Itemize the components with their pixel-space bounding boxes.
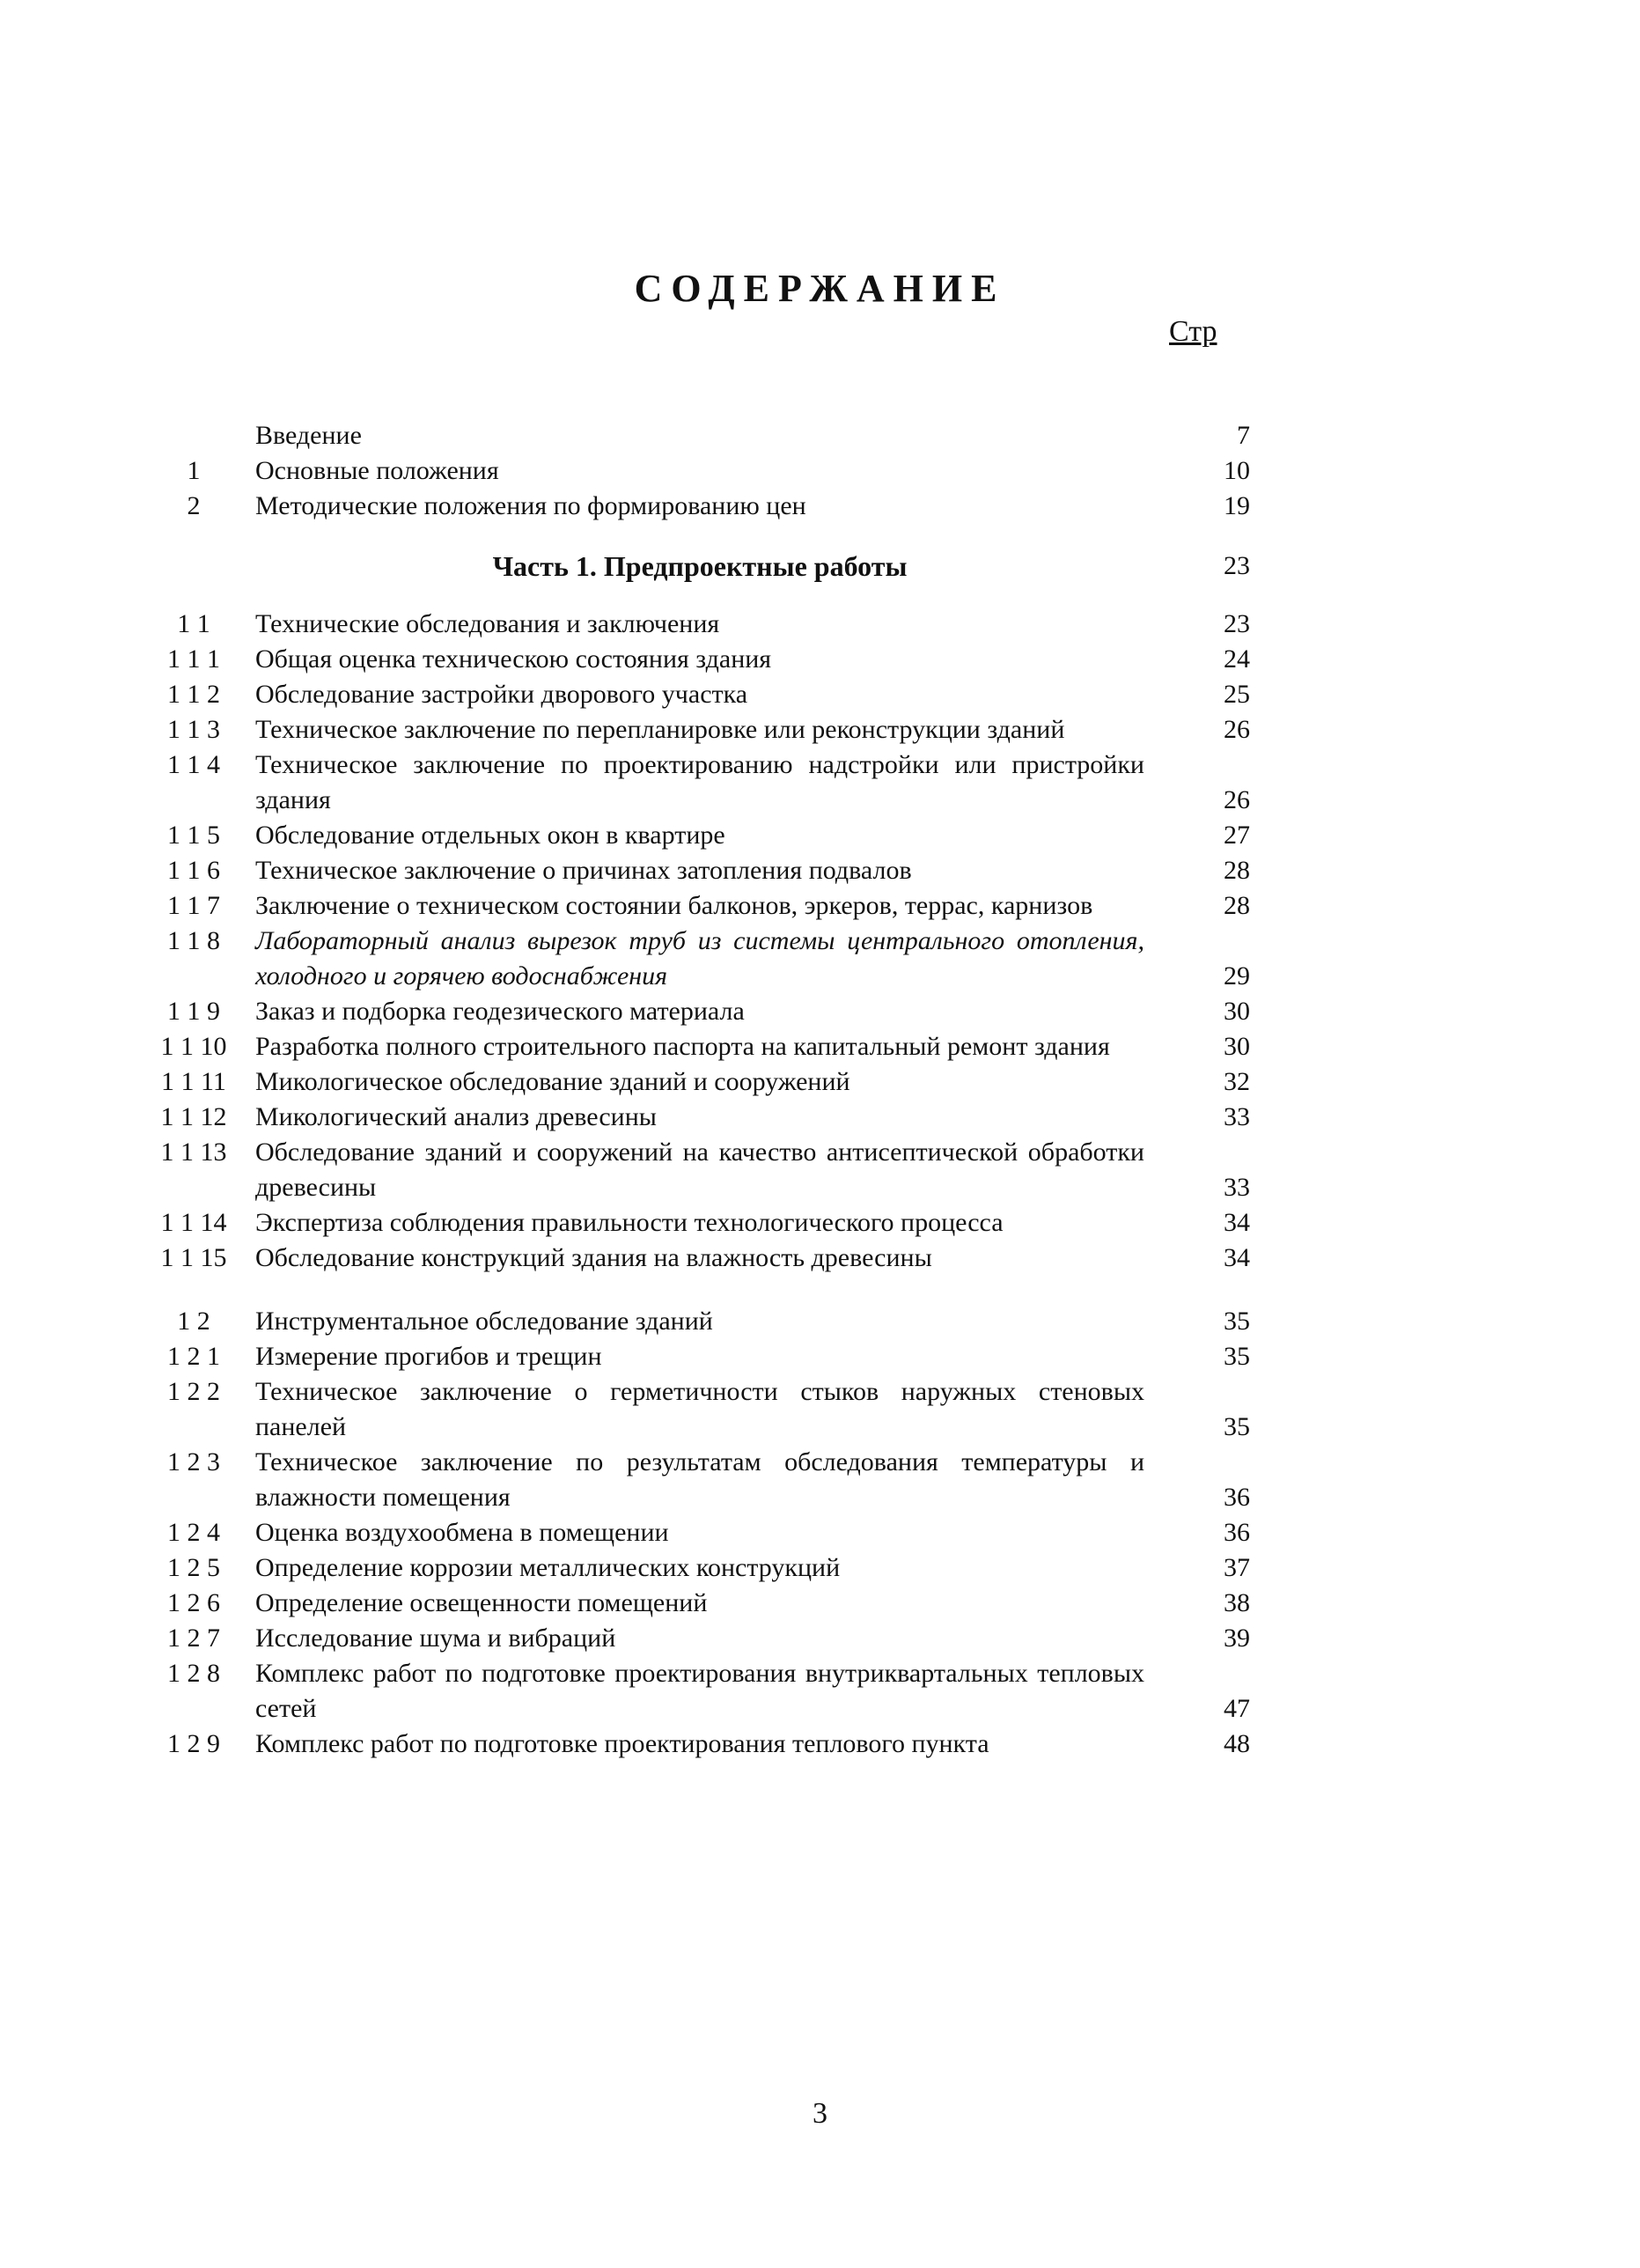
toc-entry-page: 26 xyxy=(1224,715,1250,744)
toc-entry xyxy=(132,994,1250,1029)
toc-entry-title: Технические обследования и заключения xyxy=(255,609,720,638)
toc-entry-page: 27 xyxy=(1224,821,1250,850)
toc-entry xyxy=(132,1100,1250,1135)
toc-entry xyxy=(132,1374,1250,1445)
toc-entry xyxy=(132,924,1250,994)
toc-entry-page: 28 xyxy=(1224,856,1250,885)
toc-entry xyxy=(132,1550,1250,1586)
toc-entry-page: 28 xyxy=(1224,891,1250,920)
toc-entry-page: 33 xyxy=(1224,1102,1250,1131)
toc-entry-number: 1 2 7 xyxy=(167,1624,220,1653)
toc-entry-page: 47 xyxy=(1224,1694,1250,1723)
toc-entry-page: 48 xyxy=(1224,1729,1250,1758)
toc-entry-title: Исследование шума и вибраций xyxy=(255,1624,616,1653)
toc-entry-page: 36 xyxy=(1224,1518,1250,1547)
toc-entry-number: 1 1 3 xyxy=(167,715,220,744)
toc-entry-title: Введение xyxy=(255,421,362,450)
toc-entry xyxy=(132,489,1250,524)
toc-entry xyxy=(132,1515,1250,1550)
toc-entry xyxy=(132,418,1250,453)
toc-entry-number: 1 2 5 xyxy=(167,1553,220,1582)
toc-entry-number: 1 2 9 xyxy=(167,1729,220,1758)
toc-entry-page: 24 xyxy=(1224,644,1250,674)
toc-entry xyxy=(132,818,1250,853)
toc-entry-number: 1 xyxy=(187,456,201,485)
toc-entry-page: 39 xyxy=(1224,1624,1250,1653)
toc-entry xyxy=(132,1304,1250,1339)
toc-entry-page: 35 xyxy=(1224,1412,1250,1441)
toc-entry-page: 33 xyxy=(1224,1173,1250,1202)
toc-entry-number: 2 xyxy=(187,491,201,520)
toc-entry-title: Заключение о техническом состоянии балконов, эркеров, террас, карнизов xyxy=(255,891,1093,920)
toc-entry-page: 35 xyxy=(1224,1307,1250,1336)
table-of-contents xyxy=(132,418,1250,1762)
page-column-label: Стр xyxy=(1169,315,1217,348)
toc-entry-page: 26 xyxy=(1224,785,1250,814)
toc-entry-number: 1 2 1 xyxy=(167,1342,220,1371)
toc-entry xyxy=(132,1064,1250,1100)
toc-entry xyxy=(132,712,1250,747)
toc-entry-number: 1 1 13 xyxy=(160,1138,227,1167)
toc-entry-number: 1 1 xyxy=(177,609,210,638)
toc-entry-number: 1 1 11 xyxy=(161,1067,226,1096)
toc-entry xyxy=(132,642,1250,677)
toc-entry-page: 38 xyxy=(1224,1588,1250,1617)
toc-entry-title: Определение коррозии металлических конструкций xyxy=(255,1553,841,1582)
toc-entry-number: 1 2 8 xyxy=(167,1659,220,1688)
toc-entry xyxy=(132,1621,1250,1656)
toc-entry-title: Микологическое обследование зданий и сооружений xyxy=(255,1067,850,1096)
toc-entry-number: 1 1 10 xyxy=(160,1032,227,1061)
toc-entry-number: 1 1 15 xyxy=(160,1243,227,1272)
toc-entry-title: Техническое заключение по проектированию надстройки или пристройки здания xyxy=(255,750,1144,814)
toc-entry-number: 1 2 4 xyxy=(167,1518,220,1547)
toc-entry-number: 1 1 14 xyxy=(160,1208,227,1237)
toc-entry-number: 1 2 6 xyxy=(167,1588,220,1617)
toc-entry-title: Разработка полного строительного паспорта на капитальный ремонт здания xyxy=(255,1032,1110,1061)
toc-entry xyxy=(132,1656,1250,1727)
toc-entry-page: 7 xyxy=(1237,421,1250,450)
toc-entry-number: 1 2 3 xyxy=(167,1447,220,1476)
toc-entry-number: 1 2 xyxy=(177,1307,210,1336)
toc-entry-page: 29 xyxy=(1224,961,1250,990)
toc-entry-number: 1 1 4 xyxy=(167,750,220,779)
toc-entry-page: 25 xyxy=(1224,680,1250,709)
page-title: СОДЕРЖАНИЕ xyxy=(634,267,1006,310)
toc-entry-title: Экспертиза соблюдения правильности технологического процесса xyxy=(255,1208,1004,1237)
toc-entry xyxy=(132,888,1250,924)
toc-entry-page: 30 xyxy=(1224,997,1250,1026)
toc-entry-title: Обследование отдельных окон в квартире xyxy=(255,821,725,850)
toc-entry-number: 1 1 2 xyxy=(167,680,220,709)
toc-entry-title: Техническое заключение о причинах затопления подвалов xyxy=(255,856,912,885)
toc-entry-title: Лабораторный анализ вырезок труб из системы центрального отопления, холодного и горячею водоснабжения xyxy=(255,926,1144,990)
toc-entry-page: 19 xyxy=(1224,491,1250,520)
page-number: 3 xyxy=(813,2097,827,2130)
toc-entry-number: 1 1 5 xyxy=(167,821,220,850)
toc-entry-title: Комплекс работ по подготовке проектирования теплового пункта xyxy=(255,1729,989,1758)
toc-entry xyxy=(132,1727,1250,1762)
toc-entry xyxy=(132,1586,1250,1621)
toc-entry xyxy=(132,1445,1250,1515)
toc-entry xyxy=(132,1205,1250,1241)
toc-entry-page: 10 xyxy=(1224,456,1250,485)
toc-entry-title: Техническое заключение по перепланировке или реконструкции зданий xyxy=(255,715,1065,744)
toc-entry-title: Основные положения xyxy=(255,456,499,485)
toc-entry-title: Общая оценка техническою состояния здания xyxy=(255,644,772,674)
toc-entry-title: Инструментальное обследование зданий xyxy=(255,1307,713,1336)
toc-entry xyxy=(132,677,1250,712)
toc-entry xyxy=(132,607,1250,642)
toc-entry xyxy=(132,747,1250,818)
toc-entry-title: Часть 1. Предпроектные работы xyxy=(492,550,908,582)
toc-entry xyxy=(132,1241,1250,1276)
toc-entry-title: Обследование конструкций здания на влажность древесины xyxy=(255,1243,932,1272)
toc-entry-title: Измерение прогибов и трещин xyxy=(255,1342,602,1371)
toc-entry-page: 34 xyxy=(1224,1208,1250,1237)
toc-entry-number: 1 1 1 xyxy=(167,644,220,674)
toc-entry-title: Микологический анализ древесины xyxy=(255,1102,657,1131)
toc-entry-number: 1 1 7 xyxy=(167,891,220,920)
toc-entry xyxy=(132,853,1250,888)
toc-entry xyxy=(132,1029,1250,1064)
toc-entry-title: Заказ и подборка геодезического материала xyxy=(255,997,745,1026)
toc-entry-page: 34 xyxy=(1224,1243,1250,1272)
toc-entry-page: 32 xyxy=(1224,1067,1250,1096)
toc-entry-page: 23 xyxy=(1224,609,1250,638)
toc-entry-page: 35 xyxy=(1224,1342,1250,1371)
toc-entry-title: Определение освещенности помещений xyxy=(255,1588,708,1617)
toc-entry-number: 1 1 6 xyxy=(167,856,220,885)
toc-entry-title: Оценка воздухообмена в помещении xyxy=(255,1518,669,1547)
toc-entry-number: 1 1 12 xyxy=(160,1102,227,1131)
toc-entry-title: Методические положения по формированию цен xyxy=(255,491,806,520)
toc-entry-page: 23 xyxy=(1224,551,1250,580)
toc-entry-title: Комплекс работ по подготовке проектирования внутриквартальных тепловых сетей xyxy=(255,1659,1144,1723)
toc-entry xyxy=(132,453,1250,489)
toc-entry-title: Техническое заключение по результатам обследования температуры и влажности помещения xyxy=(255,1447,1144,1512)
toc-entry-number: 1 1 8 xyxy=(167,926,220,955)
toc-entry-page: 30 xyxy=(1224,1032,1250,1061)
toc-part-heading xyxy=(132,549,1250,584)
toc-entry-page: 37 xyxy=(1224,1553,1250,1582)
toc-entry-title: Техническое заключение о герметичности стыков наружных стеновых панелей xyxy=(255,1377,1144,1441)
toc-entry-page: 36 xyxy=(1224,1483,1250,1512)
toc-entry-title: Обследование застройки дворового участка xyxy=(255,680,748,709)
toc-entry-title: Обследование зданий и сооружений на качество антисептической обработки древесины xyxy=(255,1138,1144,1202)
toc-entry-number: 1 1 9 xyxy=(167,997,220,1026)
toc-entry xyxy=(132,1339,1250,1374)
toc-entry-number: 1 2 2 xyxy=(167,1377,220,1406)
toc-entry xyxy=(132,1135,1250,1205)
